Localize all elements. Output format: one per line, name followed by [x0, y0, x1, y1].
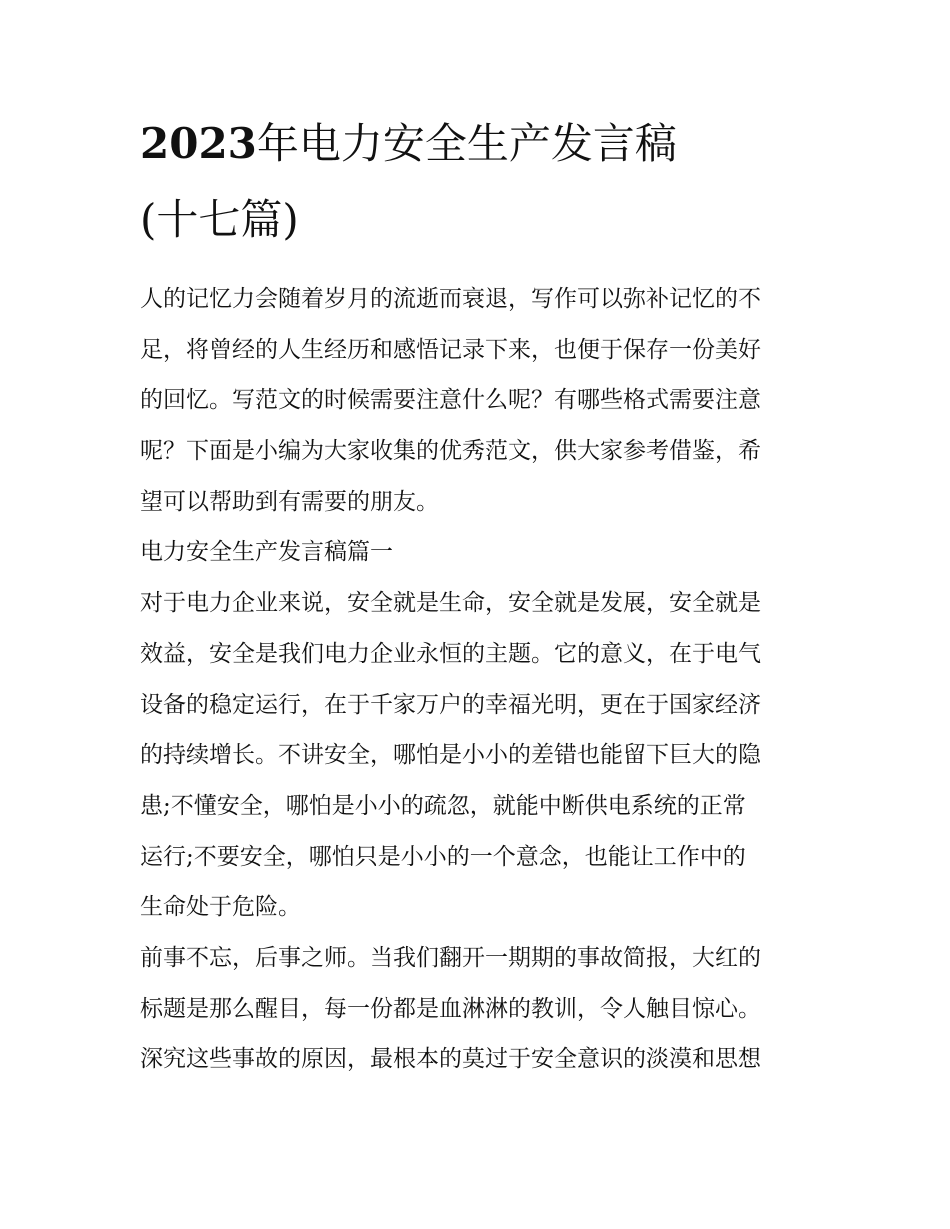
text-line: 呢？下面是小编为大家收集的优秀范文，供大家参考借鉴，希 — [140, 438, 761, 465]
text-line: 对于电力企业来说，安全就是生命，安全就是发展，安全就是 — [140, 590, 761, 617]
body-paragraph-1 — [140, 578, 812, 933]
title-line-1 — [140, 118, 812, 170]
title-main-text: 年电力安全生产发言稿 — [256, 119, 677, 168]
section-heading — [140, 527, 812, 578]
intro-paragraph — [140, 274, 812, 527]
text-line: 患;不懂安全，哪怕是小小的疏忽，就能中断供电系统的正常 — [140, 792, 746, 819]
document-title — [140, 118, 812, 246]
title-line-2: (十七篇) — [140, 195, 299, 244]
text-line: 前事不忘，后事之师。当我们翻开一期期的事故简报，大红的 — [140, 944, 761, 971]
title-year: 2023 — [140, 119, 257, 168]
document-content — [140, 118, 812, 1085]
text-line: 深究这些事故的原因，最根本的莫过于安全意识的淡漠和思想 — [140, 1046, 761, 1073]
text-line: 运行;不要安全，哪怕只是小小的一个意念，也能让工作中的 — [140, 843, 746, 870]
text-line: 的持续增长。不讲安全，哪怕是小小的差错也能留下巨大的隐 — [140, 742, 761, 769]
document-body — [140, 274, 812, 1085]
text-line: 足，将曾经的人生经历和感悟记录下来，也便于保存一份美好 — [140, 336, 761, 363]
text-line: 设备的稳定运行，在于千家万户的幸福光明，更在于国家经济 — [140, 691, 761, 718]
text-line: 标题是那么醒目，每一份都是血淋淋的教训，令人触目惊心。 — [140, 995, 761, 1022]
text-line: 的回忆。写范文的时候需要注意什么呢？有哪些格式需要注意 — [140, 387, 761, 414]
text-line: 望可以帮助到有需要的朋友。 — [140, 488, 439, 515]
text-line: 人的记忆力会随着岁月的流逝而衰退，写作可以弥补记忆的不 — [140, 286, 761, 312]
text-line: 生命处于危险。 — [140, 894, 301, 921]
section-heading-text: 电力安全生产发言稿篇一 — [140, 539, 393, 566]
text-line: 效益，安全是我们电力企业永恒的主题。它的意义，在于电气 — [140, 640, 761, 667]
body-paragraph-2 — [140, 933, 812, 1085]
